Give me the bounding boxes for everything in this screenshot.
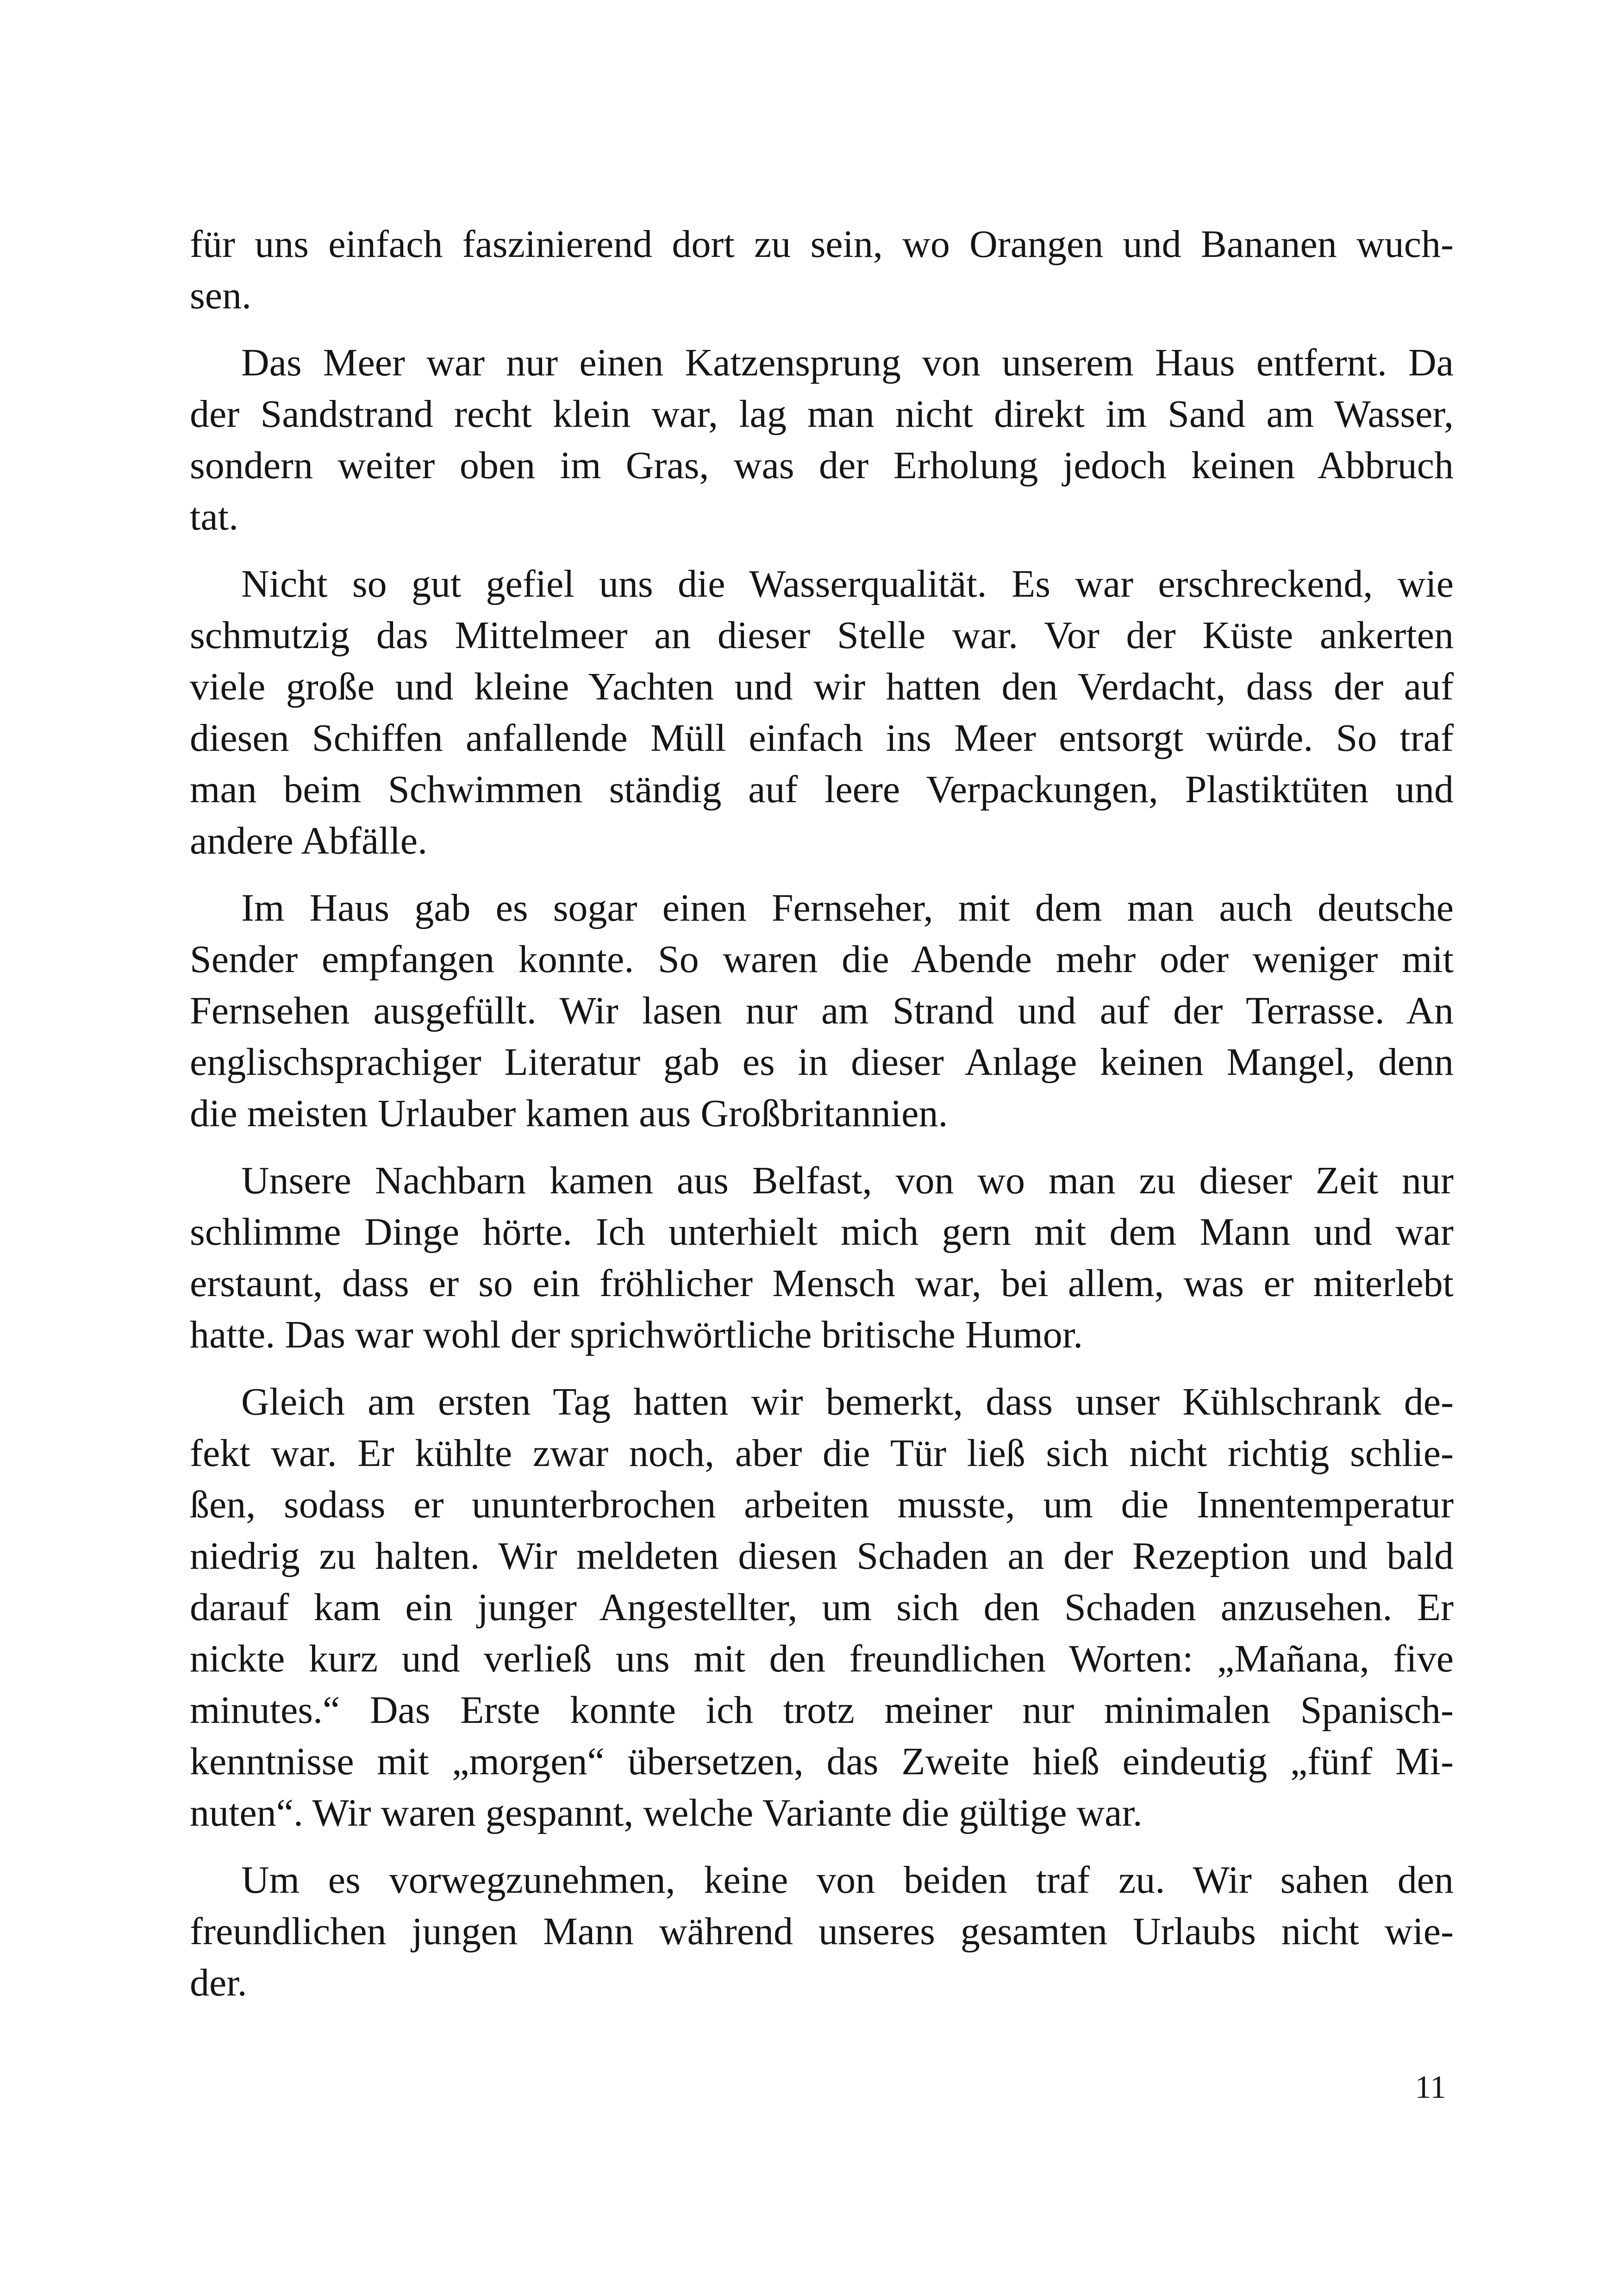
text-line: für uns einfach faszinierend dort zu sein, wo Orangen und Bananen wuch- <box>190 223 1454 266</box>
text-line: Unsere Nachbarn kamen aus Belfast, von wo man zu dieser Zeit nur <box>241 1159 1454 1202</box>
text-line: der Sandstrand recht klein war, lag man nicht direkt im Sand am Wasser, <box>190 393 1454 436</box>
text-line: darauf kam ein junger Angestellter, um sich den Schaden anzusehen. Er <box>190 1586 1454 1629</box>
paragraph-2 <box>190 337 1454 543</box>
text-line: Fernsehen ausgefüllt. Wir lasen nur am Strand und auf der Terrasse. An <box>190 989 1454 1032</box>
text-line: englischsprachiger Literatur gab es in dieser Anlage keinen Mangel, denn <box>190 1041 1454 1084</box>
text-line: schmutzig das Mittelmeer an dieser Stelle war. Vor der Küste ankerten <box>190 614 1454 657</box>
body-text <box>190 218 1454 2008</box>
text-line: sen. <box>190 274 251 317</box>
text-line: Das Meer war nur einen Katzensprung von unserem Haus entfernt. Da <box>241 341 1454 384</box>
paragraph-3 <box>190 558 1454 867</box>
text-line: Sender empfangen konnte. So waren die Abende mehr oder weniger mit <box>190 938 1454 981</box>
text-line: niedrig zu halten. Wir meldeten diesen Schaden an der Rezeption und bald <box>190 1534 1454 1578</box>
text-line: diesen Schiffen anfallende Müll einfach ins Meer entsorgt würde. So traf <box>190 717 1454 760</box>
text-line: der. <box>190 1961 247 2004</box>
text-line: erstaunt, dass er so ein fröhlicher Mensch war, bei allem, was er miterlebt <box>190 1262 1454 1305</box>
text-line: ßen, sodass er ununterbrochen arbeiten musste, um die Innentemperatur <box>190 1483 1454 1526</box>
paragraph-7 <box>190 1854 1454 2008</box>
text-line: Im Haus gab es sogar einen Fernseher, mit dem man auch deutsche <box>241 886 1454 929</box>
text-line: viele große und kleine Yachten und wir hatten den Verdacht, dass der auf <box>190 665 1454 708</box>
text-line: sondern weiter oben im Gras, was der Erholung jedoch keinen Abbruch <box>190 444 1454 487</box>
text-line: nickte kurz und verließ uns mit den freundlichen Worten: „Mañana, five <box>190 1637 1454 1680</box>
text-line: hatte. Das war wohl der sprichwörtliche britische Humor. <box>190 1313 1083 1356</box>
text-line: Nicht so gut gefiel uns die Wasserqualität. Es war erschreckend, wie <box>241 562 1454 605</box>
text-line: die meisten Urlauber kamen aus Großbritannien. <box>190 1092 948 1135</box>
text-line: Um es vorwegzunehmen, keine von beiden traf zu. Wir sahen den <box>241 1858 1454 1902</box>
text-line: kenntnisse mit „morgen“ übersetzen, das Zweite hieß eindeutig „fünf Mi- <box>190 1740 1454 1783</box>
text-line: freundlichen jungen Mann während unseres gesamten Urlaubs nicht wie- <box>190 1910 1454 1953</box>
text-line: fekt war. Er kühlte zwar noch, aber die Tür ließ sich nicht richtig schlie- <box>190 1432 1454 1475</box>
text-line: Gleich am ersten Tag hatten wir bemerkt, dass unser Kühlschrank de- <box>241 1380 1454 1423</box>
text-line: man beim Schwimmen ständig auf leere Verpackungen, Plastiktüten und <box>190 768 1454 811</box>
text-line: minutes.“ Das Erste konnte ich trotz meiner nur minimalen Spanisch- <box>190 1689 1454 1732</box>
text-line: tat. <box>190 495 238 538</box>
paragraph-1 <box>190 218 1454 321</box>
text-line: nuten“. Wir waren gespannt, welche Variante die gültige war. <box>190 1791 1143 1834</box>
text-line: schlimme Dinge hörte. Ich unterhielt mich gern mit dem Mann und war <box>190 1210 1454 1254</box>
text-line: andere Abfälle. <box>190 819 428 862</box>
paragraph-6 <box>190 1376 1454 1839</box>
paragraph-5 <box>190 1155 1454 1360</box>
page-number: 11 <box>1415 2070 1446 2105</box>
paragraph-4 <box>190 882 1454 1139</box>
